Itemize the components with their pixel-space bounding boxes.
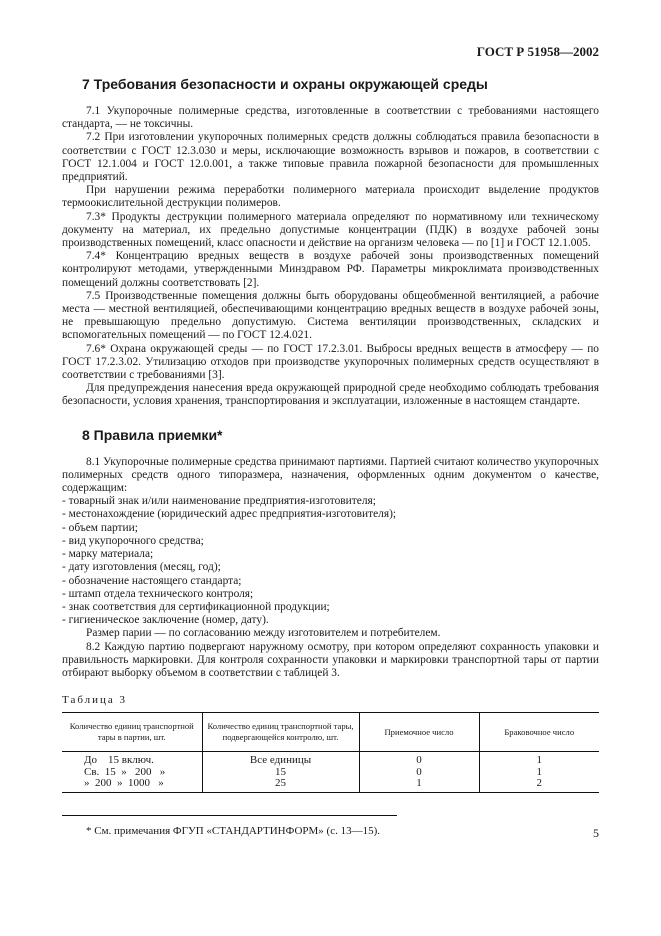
table-3 bbox=[62, 712, 599, 793]
table-cell: 1 bbox=[479, 767, 599, 779]
paragraph-7-6: 7.6* Охрана окружающей среды — по ГОСТ 17.2.3.01. Выбросы вредных веществ в атмосферу — по ГОСТ 17.2.3.02. Утилизацию отходов при производстве укупорочных полимерных средств осуществляют в соответствии с требованиями [3]. bbox=[62, 342, 599, 382]
table-cell: До 15 включ. bbox=[84, 754, 154, 767]
footnote: * См. примечания ФГУП «СТАНДАРТИНФОРМ» (с. 13—15). bbox=[86, 824, 380, 837]
document-header: ГОСТ Р 51958—2002 bbox=[476, 44, 599, 59]
paragraph-7-3: 7.3* Продукты деструкции полимерного материала определяют по нормативному или техническому документу на материал, их предельно допустимые концентрации (ПДК) в воздухе рабочей зоны производственных помещений, класс опасности и действие на организм человека — по [1] и ГОСТ 12.1.005. bbox=[62, 210, 599, 250]
footnote-divider bbox=[62, 815, 397, 816]
table-cell: 25 bbox=[202, 778, 359, 792]
section-8-title: 8 Правила приемки* bbox=[82, 426, 223, 443]
paragraph-7-2: 7.2 При изготовлении укупорочных полимерных средств должны соблюдаться правила безопасности в соответствии с ГОСТ 12.3.030 и меры, исключающие возможность взрывов и пожаров, в соответствии с ГОСТ 12.1.004 и ГОСТ 12.0.001, а также типовые правила пожарной безопасности для промышленных предприятий. bbox=[62, 131, 599, 184]
column-header: Количество единиц транспортной тары в партии, шт. bbox=[62, 713, 202, 752]
table-cell: 2 bbox=[479, 778, 599, 792]
paragraph-8-2: 8.2 Каждую партию подвергают наружному осмотру, при котором определяют сохранность упаковки и правильность маркировки. Для контроля сохранности упаковки и маркировки транспортной тары от партии отбирают выборку объемом в соответствии с таблицей 3. bbox=[62, 640, 599, 679]
paragraph-7-4: 7.4* Концентрацию вредных веществ в воздухе рабочей зоны производственных помещений контролируют методами, утвержденными Минздравом РФ. Параметры микроклимата производственных помещений должны соответствовать [2]. bbox=[62, 250, 599, 289]
page-number: 5 bbox=[593, 826, 599, 840]
paragraph-7-final: Для предупреждения нанесения вреда окружающей природной среде необходимо соблюдать требования безопасности, условия хранения, транспортирования и эксплуатации, изложенные в настоящем стандарте. bbox=[62, 382, 599, 408]
table-cell: Все единицы bbox=[202, 752, 359, 767]
list-item: - местонахождение (юридический адрес предприятия-изготовителя); bbox=[62, 508, 397, 521]
batch-size-text: Размер парии — по согласованию между изготовителем и потребителем. bbox=[86, 627, 441, 640]
table-cell: » 200 » 1000 » bbox=[62, 778, 202, 792]
table-row bbox=[62, 752, 599, 767]
table-cell: Св. 15 » 200 » bbox=[84, 765, 166, 778]
column-header: Браковочное число bbox=[479, 713, 599, 752]
table-cell: 0 bbox=[359, 767, 479, 779]
list-item: - дату изготовления (месяц, год); bbox=[62, 561, 221, 574]
column-header: Количество единиц транспортной тары, подвергающейся контролю, шт. bbox=[202, 713, 359, 752]
page-content bbox=[62, 76, 599, 838]
paragraph-7-2-note: При нарушении режима переработки полимерного материала происходит выделение продуктов термоокислительной деструкции полимеров. bbox=[62, 184, 599, 210]
column-header: Приемочное число bbox=[359, 713, 479, 752]
table-cell: 0 bbox=[359, 752, 479, 767]
table-cell: 1 bbox=[479, 752, 599, 767]
list-item: - знак соответствия для сертификационной продукции; bbox=[62, 600, 330, 613]
paragraph-7-1: 7.1 Укупорочные полимерные средства, изготовленные в соответствии с требованиями настоящего стандарта, — не токсичны. bbox=[62, 105, 599, 131]
list-item: - объем партии; bbox=[62, 521, 138, 534]
list-item: - товарный знак и/или наименование предприятия-изготовителя; bbox=[62, 495, 376, 508]
table-header-row bbox=[62, 713, 599, 752]
list-item: - гигиеническое заключение (номер, дату). bbox=[62, 614, 269, 627]
list-item: - вид укупорочного средства; bbox=[62, 534, 204, 547]
section-7-title: 7 Требования безопасности и охраны окружающей среды bbox=[82, 76, 488, 92]
table-row bbox=[62, 778, 599, 792]
list-item: - обозначение настоящего стандарта; bbox=[62, 574, 242, 587]
table-cell: 1 bbox=[359, 778, 479, 792]
table-label: Таблица 3 bbox=[62, 694, 128, 707]
list-item: - штамп отдела технического контроля; bbox=[62, 587, 254, 600]
paragraph-7-5: 7.5 Производственные помещения должны быть оборудованы общеобменной вентиляцией, а рабочие места — местной вентиляцией, обеспечивающими концентрацию вредных веществ в воздухе рабочей зоны, не превышающую предельно допустимую. Система вентиляции производственных, складских и вспомогательных помещений — по ГОСТ 12.4.021. bbox=[62, 289, 599, 342]
table-cell: 15 bbox=[202, 767, 359, 779]
list-item: - марку материала; bbox=[62, 548, 154, 561]
paragraph-8-1: 8.1 Укупорочные полимерные средства принимают партиями. Партией считают количество укупорочных полимерных средств одного типоразмера, назначения, оформленных одним документом о качестве, содержащим: bbox=[62, 455, 599, 495]
